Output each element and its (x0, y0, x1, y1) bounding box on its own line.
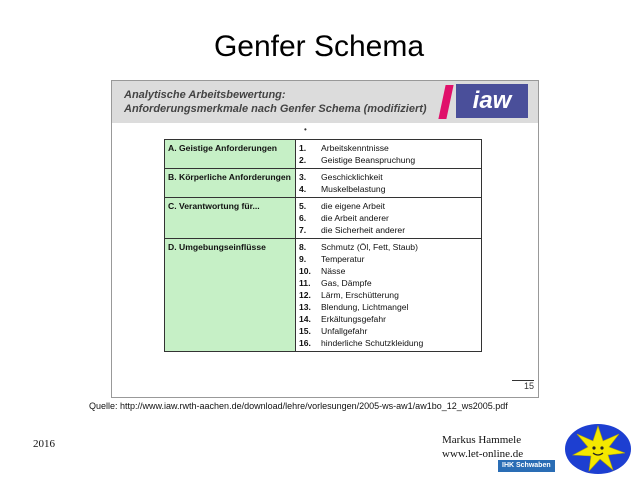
list-item (299, 224, 478, 236)
category-cell: B. Körperliche Anforderungen (165, 169, 296, 198)
figure-heading-line1: Analytische Arbeitsbewertung: (124, 89, 286, 101)
ihk-logo: IHK Schwaben (498, 460, 555, 472)
list-item (299, 301, 478, 313)
item-number: 8. (299, 242, 307, 252)
footer-author (442, 433, 523, 461)
item-number: 5. (299, 201, 307, 211)
list-item (299, 200, 478, 212)
item-number: 7. (299, 225, 307, 235)
item-text: Geistige Beanspruchung (321, 155, 416, 165)
category-cell: D. Umgebungseinflüsse (165, 239, 296, 352)
item-number: 15. (299, 326, 311, 336)
items-cell (296, 239, 482, 352)
author-name: Markus Hammele (442, 434, 522, 446)
item-text: Muskelbelastung (321, 184, 386, 194)
item-text: Temperatur (321, 254, 365, 264)
sun-star-badge-icon (563, 422, 633, 476)
list-item (299, 241, 478, 253)
figure-heading (124, 88, 427, 116)
item-text: Nässe (321, 266, 346, 276)
item-number: 12. (299, 290, 311, 300)
marker-dot: • (304, 125, 307, 134)
item-text: die eigene Arbeit (321, 201, 386, 211)
item-number: 2. (299, 155, 307, 165)
table-row (165, 239, 482, 352)
item-text: Gas, Dämpfe (321, 278, 372, 288)
item-text: Lärm, Erschütterung (321, 290, 399, 300)
list-item (299, 171, 478, 183)
item-text: Geschicklichkeit (321, 172, 383, 182)
item-number: 4. (299, 184, 307, 194)
item-text: die Arbeit anderer (321, 213, 389, 223)
list-item (299, 337, 478, 349)
list-item (299, 265, 478, 277)
items-cell (296, 169, 482, 198)
slide-title: Genfer Schema (213, 30, 425, 63)
list-item (299, 212, 478, 224)
requirements-table (164, 139, 482, 352)
figure-heading-line2: Anforderungsmerkmale nach Genfer Schema (modifiziert) (124, 103, 427, 115)
category-cell: C. Verantwortung für... (165, 198, 296, 239)
item-text: Erkältungsgefahr (321, 314, 386, 324)
item-text: Blendung, Lichtmangel (321, 302, 409, 312)
iaw-logo: iaw (456, 84, 528, 118)
author-website: www.let-online.de (442, 448, 524, 460)
item-number: 9. (299, 254, 307, 264)
list-item (299, 277, 478, 289)
list-item (299, 325, 478, 337)
item-number: 1. (299, 143, 307, 153)
table-row (165, 198, 482, 239)
item-text: Arbeitskenntnisse (321, 143, 389, 153)
list-item (299, 142, 478, 154)
item-number: 14. (299, 314, 311, 324)
items-cell (296, 198, 482, 239)
iaw-logo-bar (438, 85, 453, 119)
list-item (299, 289, 478, 301)
item-text: die Sicherheit anderer (321, 225, 406, 235)
source-citation: Quelle: http://www.iaw.rwth-aachen.de/download/lehre/vorlesungen/2005-ws-aw1/aw1bo_12_ws2005.pdf (89, 401, 508, 411)
item-number: 3. (299, 172, 307, 182)
figure-header (112, 81, 538, 123)
list-item (299, 183, 478, 195)
item-number: 11. (299, 278, 311, 288)
table-row (165, 169, 482, 198)
list-item (299, 154, 478, 166)
item-number: 6. (299, 213, 307, 223)
item-text: hinderliche Schutzkleidung (321, 338, 424, 348)
page-number: 15 (512, 380, 534, 391)
list-item (299, 313, 478, 325)
item-number: 10. (299, 266, 311, 276)
footer-year: 2016 (33, 438, 55, 450)
category-cell: A. Geistige Anforderungen (165, 140, 296, 169)
item-text: Unfallgefahr (321, 326, 368, 336)
embedded-figure (111, 80, 539, 398)
item-number: 16. (299, 338, 311, 348)
list-item (299, 253, 478, 265)
item-number: 13. (299, 302, 311, 312)
item-text: Schmutz (Öl, Fett, Staub) (321, 242, 418, 252)
items-cell (296, 140, 482, 169)
table-row (165, 140, 482, 169)
